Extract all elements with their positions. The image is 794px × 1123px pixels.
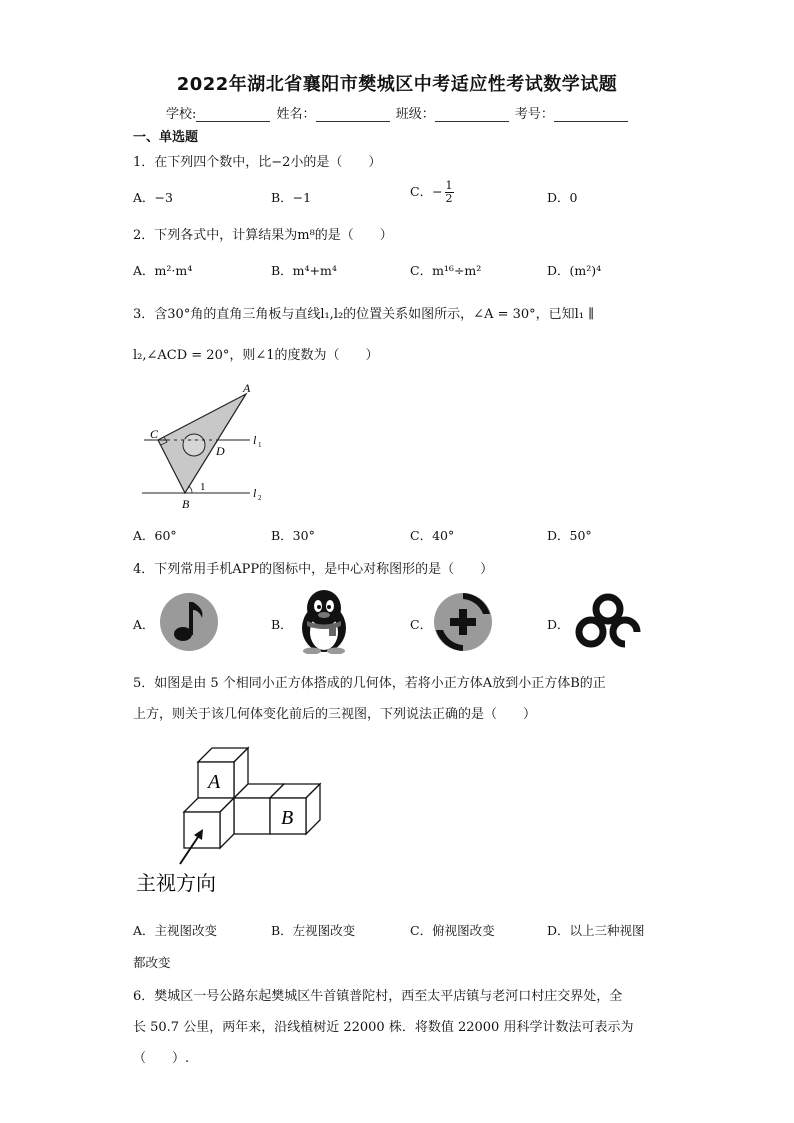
label-D: D: [216, 444, 225, 458]
q5-option-d: D．以上三种视图: [547, 923, 645, 938]
q1-stem: 1．在下列四个数中，比−2小的是（ ）: [133, 155, 382, 170]
q6-stem-line2: 长 50.7 公里，两年来，沿线植树近 22000 株．将数值 22000 用科学计数法可表示为: [133, 1020, 634, 1035]
label-l2: l: [253, 486, 257, 500]
q1-option-a: A．−3: [133, 190, 173, 205]
q1-option-c-numerator: 1: [445, 179, 453, 192]
label-A: A: [243, 381, 251, 395]
label-C: C: [150, 427, 159, 441]
exam-title: 2022年湖北省襄阳市樊城区中考适应性考试数学试题: [176, 74, 618, 95]
exam-no-blank: [554, 108, 628, 122]
class-blank: [435, 108, 509, 122]
q2-option-d: D．(m²)⁴: [547, 263, 602, 278]
q4-option-b-label: B．: [271, 617, 293, 632]
label-l2-sub: 2: [258, 494, 262, 502]
q3-option-c: C．40°: [410, 528, 455, 543]
q4-stem: 4．下列常用手机APP的图标中，是中心对称图形的是（ ）: [133, 562, 494, 577]
label-angle-1: 1: [200, 481, 206, 493]
q1-option-c-denominator: 2: [445, 192, 453, 205]
q1-option-c-prefix: C．−: [410, 184, 443, 199]
q3-option-a: A．60°: [133, 528, 177, 543]
cube-label-B: B: [281, 807, 294, 829]
label-B: B: [182, 497, 190, 511]
triangle-hole: [183, 434, 205, 456]
q5-stem-line2: 上方，则关于该几何体变化前后的三视图，下列说法正确的是（ ）: [133, 707, 537, 722]
section-title: 一、单选题: [133, 130, 199, 145]
q1-option-b: B．−1: [271, 190, 312, 205]
q3-option-d: D．50°: [547, 528, 592, 543]
q1-option-d: D．0: [547, 190, 578, 205]
q5-option-d-continued: 都改变: [133, 955, 171, 970]
q5-stem-line1: 5．如图是由 5 个相同小正方体搭成的几何体，若将小正方体A放到小正方体B的正: [133, 676, 606, 691]
q2-option-c: C．m¹⁶÷m²: [410, 263, 482, 278]
name-label: 姓名：: [276, 107, 316, 122]
music-note-icon: [159, 592, 219, 652]
view-direction-caption: 主视方向: [136, 871, 216, 895]
name-blank: [316, 108, 390, 122]
cube-mid-front: [234, 798, 270, 834]
penguin-icon: [293, 588, 355, 654]
q5-option-a: A．主视图改变: [133, 923, 218, 938]
exam-no-label: 考号：: [514, 107, 554, 122]
q2-option-b: B．m⁴+m⁴: [271, 263, 337, 278]
q3-option-b: B．30°: [271, 528, 315, 543]
q4-option-d-label: D．: [547, 617, 570, 632]
class-label: 班级：: [395, 107, 435, 122]
q3-stem-line2: l₂,∠ACD = 20°，则∠1的度数为（ ）: [133, 348, 379, 363]
plus-circle-icon: [433, 592, 493, 652]
q3-stem-line1: 3．含30°角的直角三角板与直线l₁,l₂的位置关系如图所示，∠A = 30°，已知l₁ ∥: [133, 307, 595, 322]
q6-stem-line1: 6．樊城区一号公路东起樊城区牛首镇普陀村，西至太平店镇与老河口村庄交界处，全: [133, 989, 623, 1004]
school-label: 学校:: [166, 107, 197, 122]
q1-option-c: [410, 180, 454, 205]
label-l1: l: [253, 433, 257, 447]
q6-stem-line3: （ ）.: [133, 1051, 190, 1066]
cube-label-A: A: [208, 771, 221, 793]
q5-cubes-figure: [130, 740, 330, 900]
q1-option-c-fraction: [445, 180, 454, 205]
school-blank: [196, 108, 270, 122]
q4-option-a-label: A．: [133, 617, 155, 632]
q2-stem: 2．下列各式中，计算结果为m⁸的是（ ）: [133, 228, 393, 243]
label-l1-sub: 1: [258, 441, 262, 449]
q2-option-a: A．m²·m⁴: [133, 263, 193, 278]
student-info-fields: [166, 103, 630, 122]
q3-triangle-figure: [130, 378, 280, 518]
q5-option-b: B．左视图改变: [271, 923, 356, 938]
q5-option-c: C．俯视图改变: [410, 923, 495, 938]
q4-option-c-label: C．: [410, 617, 433, 632]
three-rings-icon: [573, 592, 643, 652]
